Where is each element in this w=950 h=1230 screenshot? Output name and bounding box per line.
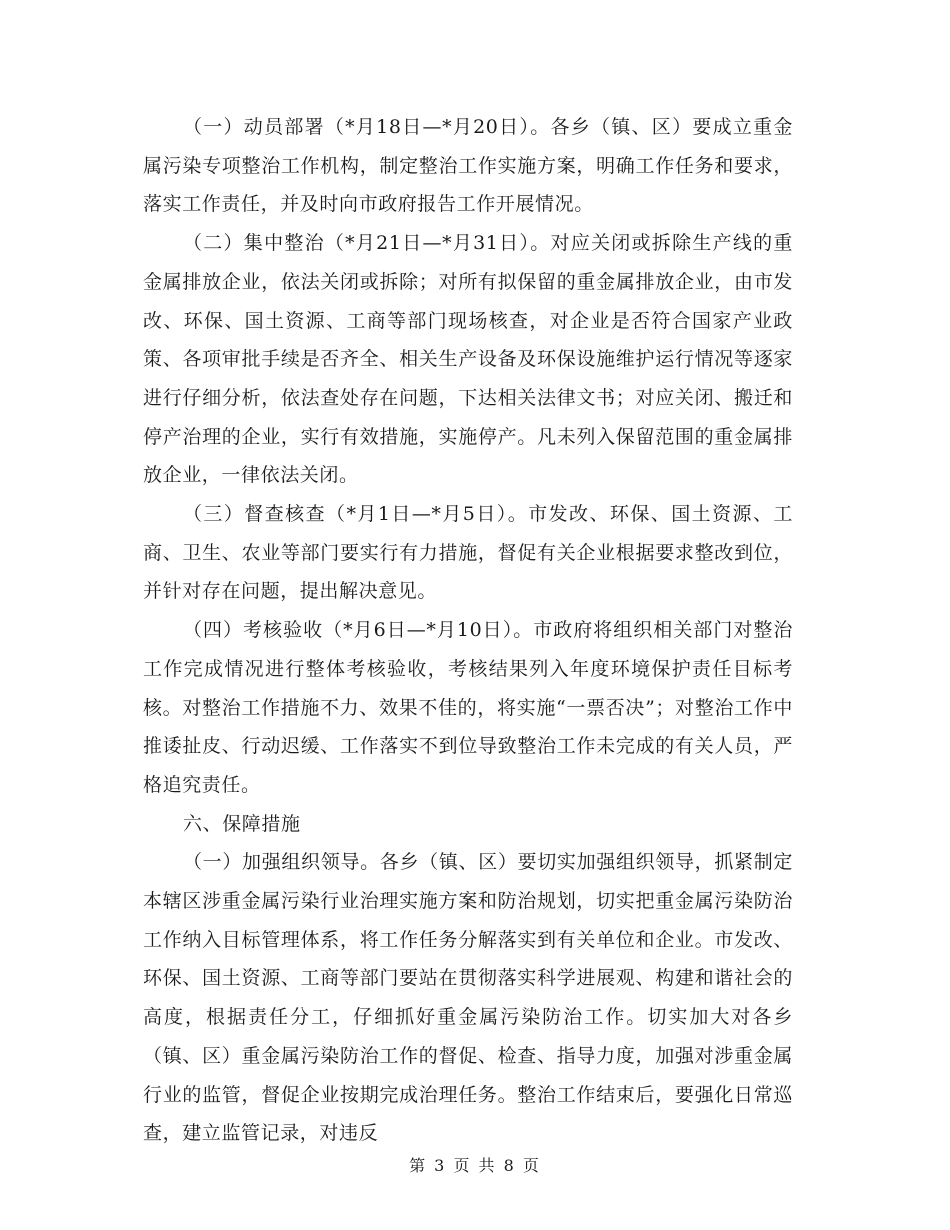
section-heading-safeguards: 六、保障措施 <box>183 812 301 835</box>
paragraph-mobilization: （一）动员部署（*月18日—*月20日）。各乡（镇、区）要成立重金属污染专项整治工作机构，制定整治工作实施方案，明确工作任务和要求，落实工作责任，并及时向市政府报告工作开展情况。 <box>143 116 793 216</box>
paragraph-supervision-check: （三）督查核查（*月1日—*月5日）。市发改、环保、国土资源、工商、卫生、农业等部门要实行有力措施，督促有关企业根据要求整改到位，并针对存在问题，提出解决意见。 <box>143 503 793 603</box>
page-number-footer: 第 3 页 共 8 页 <box>409 1156 541 1175</box>
paragraph-assessment-acceptance: （四）考核验收（*月6日—*月10日）。市政府将组织相关部门对整治工作完成情况进行整体考核验收，考核结果列入年度环境保护责任目标考核。对整治工作措施不力、效果不佳的，将实施“一票否决”；对整治工作中推诿扯皮、行动迟缓、工作落实不到位导致整治工作未完成的有关人员，严格追究责任。 <box>143 619 793 796</box>
document-body <box>143 108 793 1153</box>
paragraph-organizational-leadership: （一）加强组织领导。各乡（镇、区）要切实加强组织领导，抓紧制定本辖区涉重金属污染行业治理实施方案和防治规划，切实把重金属污染防治工作纳入目标管理体系，将工作任务分解落实到有关单位和企业。市发改、环保、国土资源、工商等部门要站在贯彻落实科学进展观、构建和谐社会的高度，根据责任分工，仔细抓好重金属污染防治工作。切实加大对各乡（镇、区）重金属污染防治工作的督促、检查、指导力度，加强对涉重金属行业的监管，督促企业按期完成治理任务。整治工作结束后，要强化日常巡查，建立监管记录，对违反 <box>143 851 793 1145</box>
paragraph-concentrated-rectification: （二）集中整治（*月21日—*月31日）。对应关闭或拆除生产线的重金属排放企业，依法关闭或拆除；对所有拟保留的重金属排放企业，由市发改、环保、国土资源、工商等部门现场核查，对企业是否符合国家产业政策、各项审批手续是否齐全、相关生产设备及环保设施维护运行情况等逐家进行仔细分析，依法查处存在问题，下达相关法律文书；对应关闭、搬迁和停产治理的企业，实行有效措施，实施停产。凡未列入保留范围的重金属排放企业，一律依法关闭。 <box>143 232 793 487</box>
